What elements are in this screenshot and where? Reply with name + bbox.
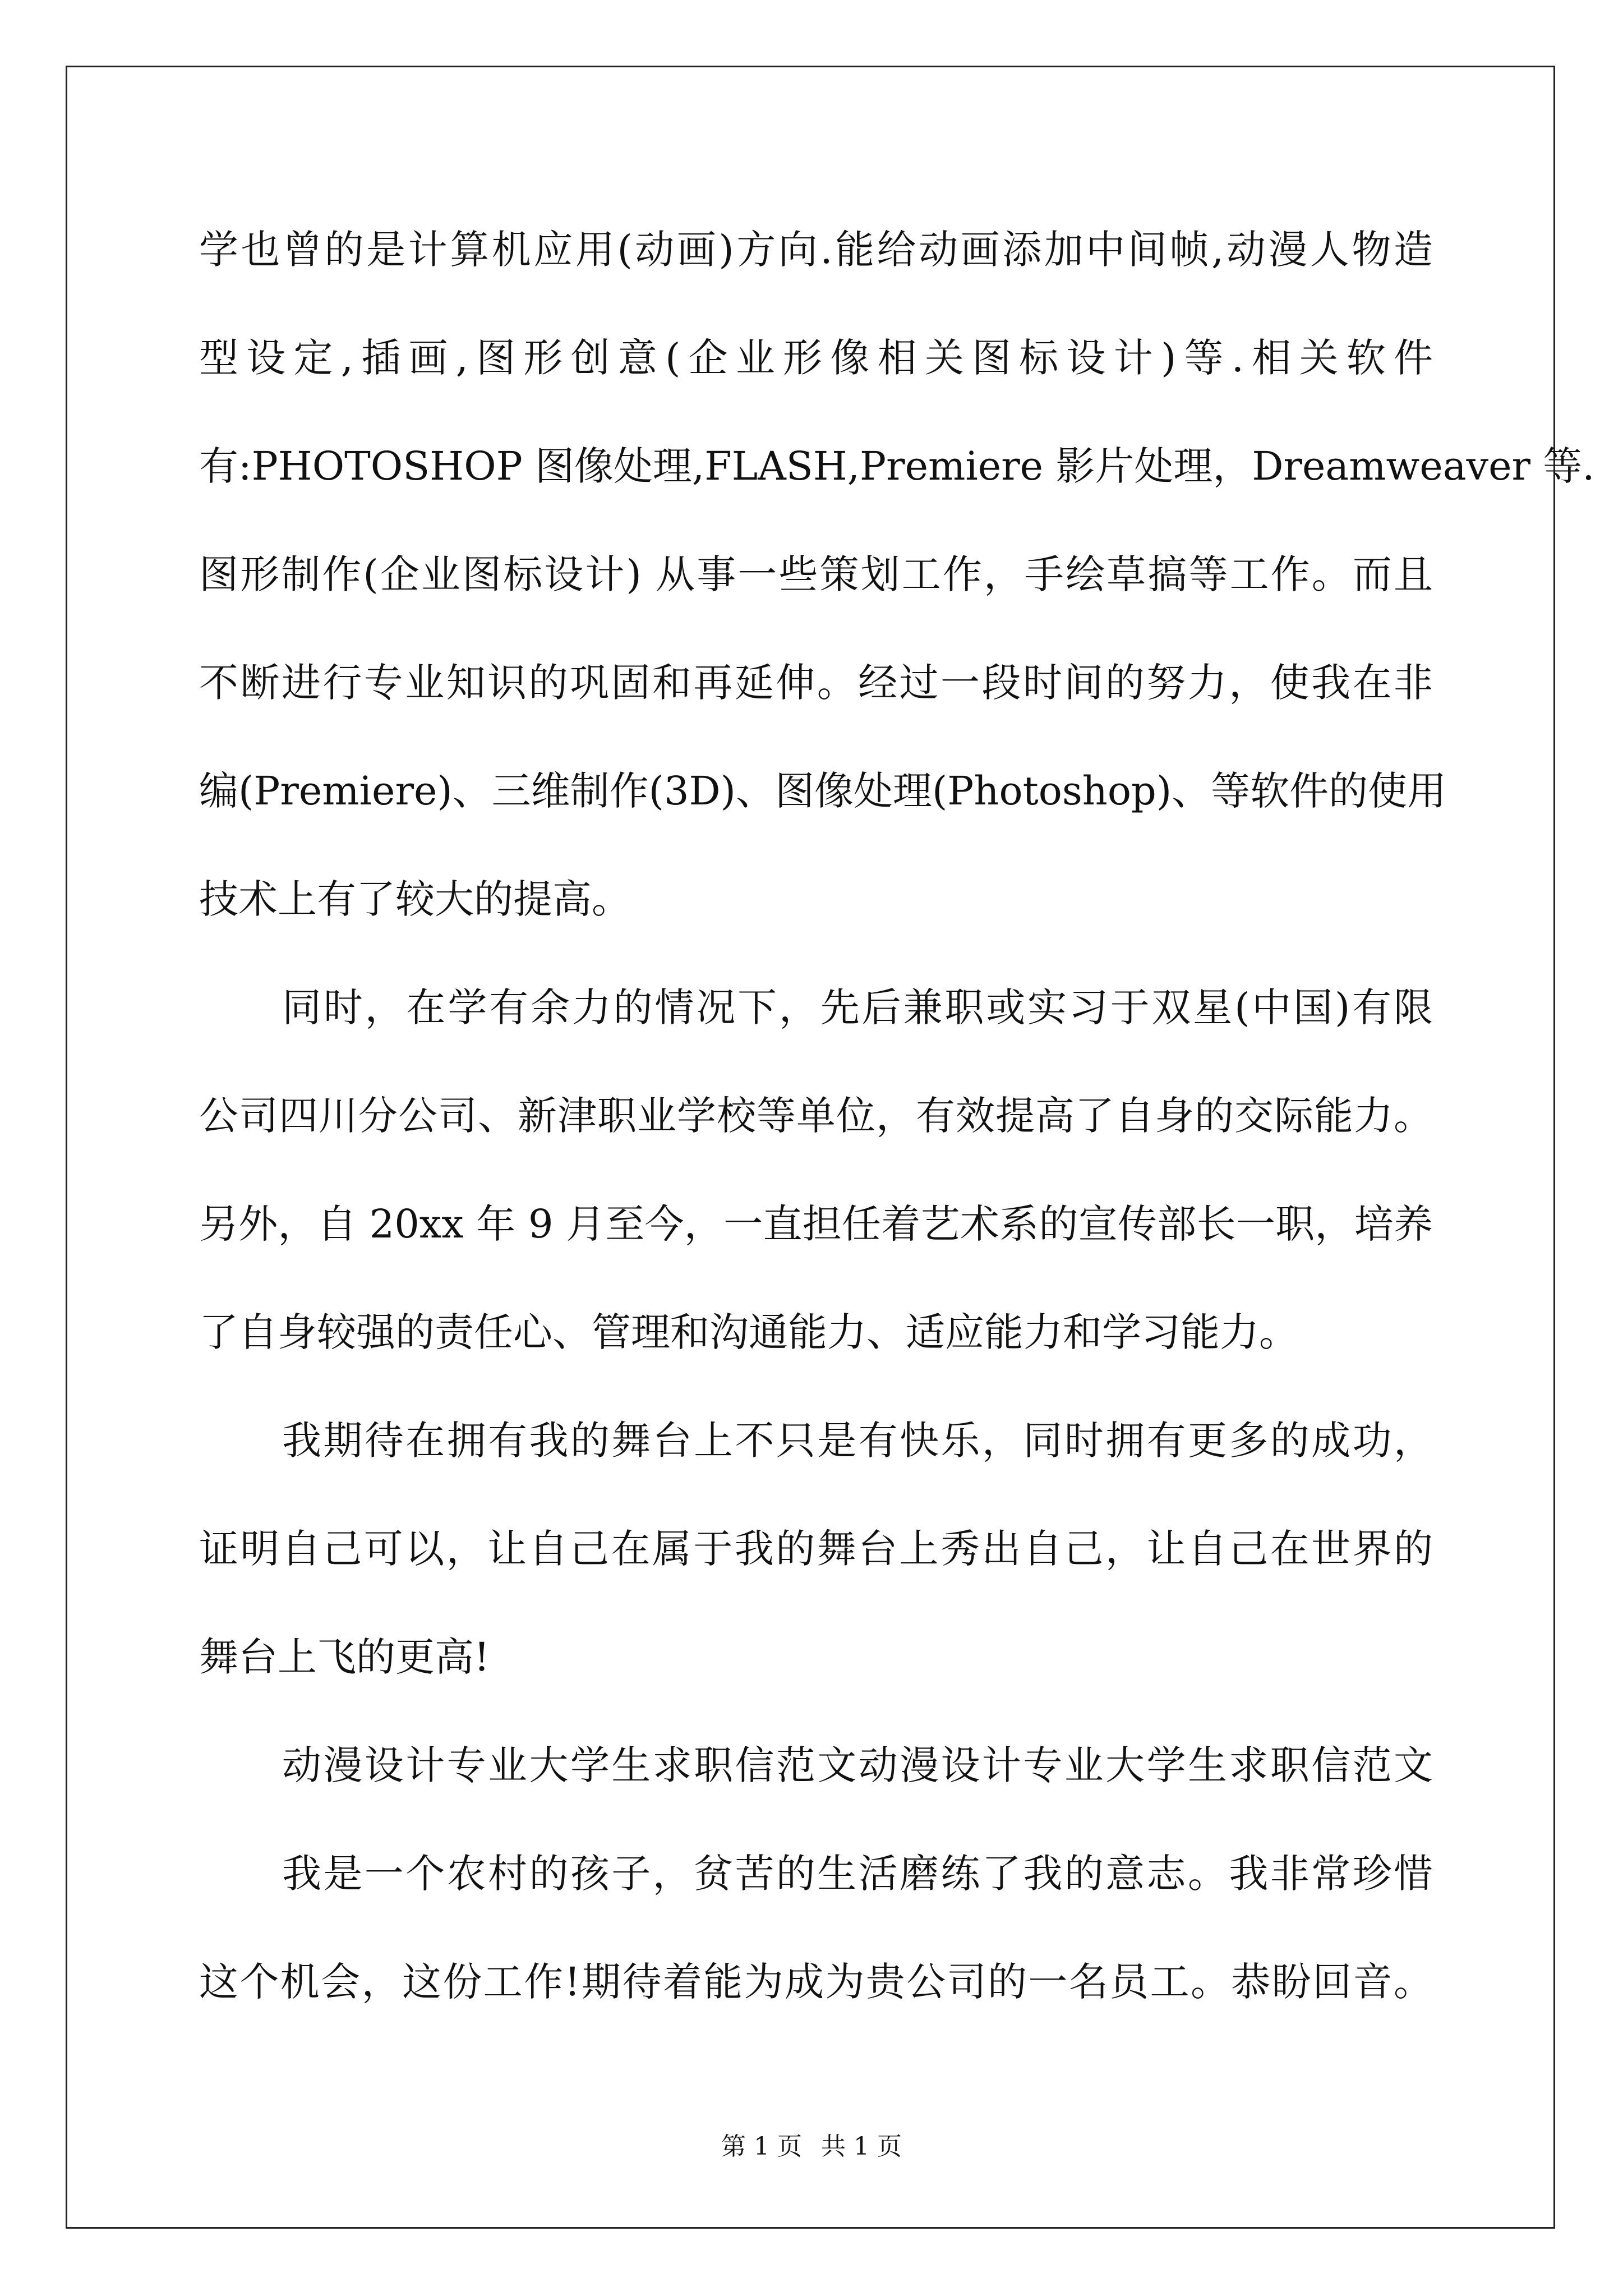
text-line: 公司四川分公司、新津职业学校等单位，有效提高了自身的交际能力。 xyxy=(199,1093,1433,1139)
paragraph-start-line: 动漫设计专业大学生求职信范文动漫设计专业大学生求职信范文 xyxy=(282,1742,1433,1788)
text-line: 不断进行专业知识的巩固和再延伸。经过一段时间的努力，使我在非 xyxy=(199,660,1433,706)
text-line: 舞台上飞的更高! xyxy=(199,1634,490,1680)
document-body xyxy=(199,216,1595,2056)
text-line: 技术上有了较大的提高。 xyxy=(199,876,631,922)
text-line: 图形制作(企业图标设计) 从事一些策划工作，手绘草搞等工作。而且 xyxy=(199,551,1433,597)
text-line: 另外，自 20xx 年 9 月至今，一直担任着艺术系的宣传部长一职，培养 xyxy=(199,1201,1433,1247)
text-line: 有:PHOTOSHOP 图像处理,FLASH,Premiere 影片处理，Dreamweaver 等. xyxy=(199,443,1595,489)
paragraph-start-line: 我期待在拥有我的舞台上不只是有快乐，同时拥有更多的成功， xyxy=(282,1418,1433,1464)
paragraph-start-line: 同时，在学有余力的情况下，先后兼职或实习于双星(中国)有限 xyxy=(282,984,1433,1030)
page-number: 第 1 页 xyxy=(721,2132,802,2161)
page-total: 共 1 页 xyxy=(821,2132,902,2161)
paragraph-start-line: 我是一个农村的孩子，贫苦的生活磨练了我的意志。我非常珍惜 xyxy=(282,1851,1433,1897)
text-line: 这个机会，这份工作!期待着能为成为贵公司的一名员工。恭盼回音。 xyxy=(199,1959,1433,2005)
text-line: 证明自己可以，让自己在属于我的舞台上秀出自己，让自己在世界的 xyxy=(199,1526,1433,1572)
page-footer xyxy=(0,2126,1623,2162)
text-line: 了自身较强的责任心、管理和沟通能力、适应能力和学习能力。 xyxy=(199,1309,1298,1355)
text-line: 型设定,插画,图形创意(企业形像相关图标设计)等.相关软件 xyxy=(199,335,1433,381)
text-line: 学也曾的是计算机应用(动画)方向.能给动画添加中间帧,动漫人物造 xyxy=(199,227,1433,273)
text-line: 编(Premiere)、三维制作(3D)、图像处理(Photoshop)、等软件的使用 xyxy=(199,768,1447,814)
